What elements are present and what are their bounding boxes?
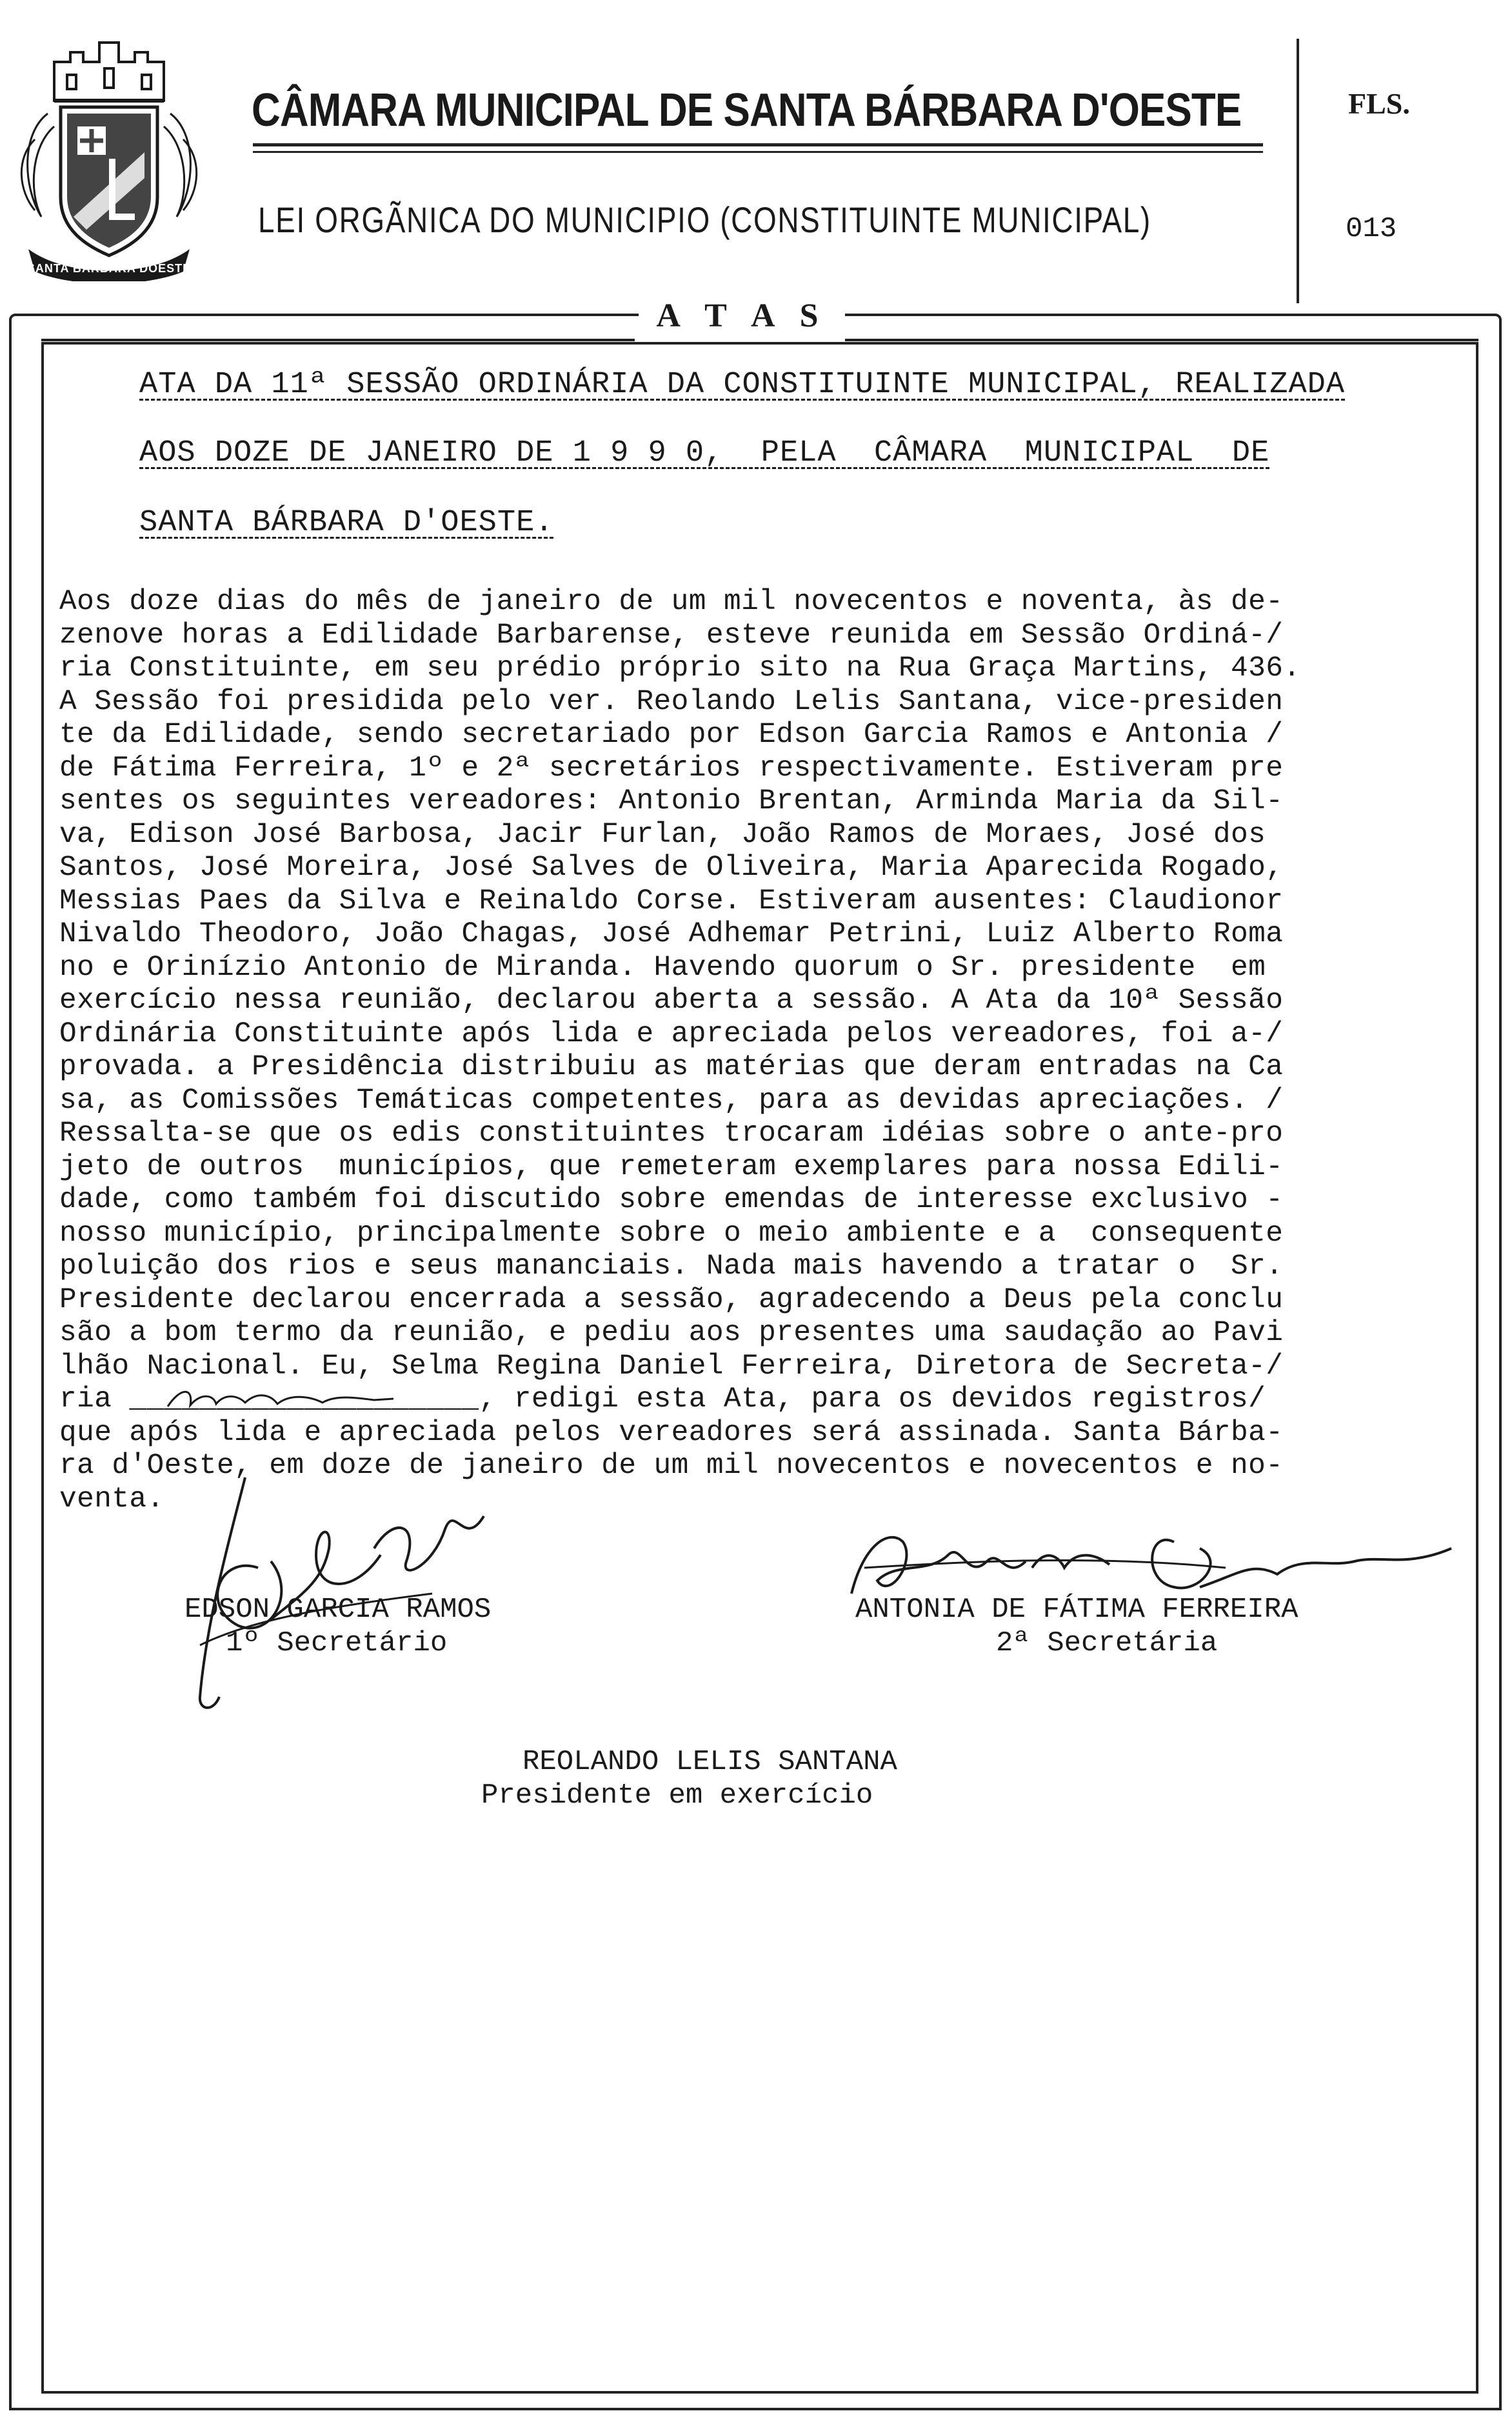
- title-underline-secondary: [253, 151, 1263, 153]
- signer-right-role: 2ª Secretária: [996, 1627, 1218, 1659]
- body-line: nosso município, principalmente sobre o meio ambiente e a consequente: [59, 1217, 1284, 1250]
- body-line: va, Edison José Barbosa, Jacir Furlan, João Ramos de Moraes, José dos: [59, 818, 1266, 851]
- body-line: lhão Nacional. Eu, Selma Regina Daniel Ferreira, Diretora de Secreta-/: [59, 1350, 1284, 1383]
- body-line: dade, como também foi discutido sobre emendas de interesse exclusivo -: [59, 1184, 1284, 1216]
- heading-rule-left: [41, 339, 635, 341]
- municipal-coat-of-arms-icon: [15, 23, 203, 281]
- body-line: Messias Paes da Silva e Reinaldo Corse. Estiveram ausentes: Claudionor: [59, 885, 1284, 917]
- body-line: exercício nessa reunião, declarou aberta a sessão. A Ata da 10ª Sessão: [59, 985, 1284, 1017]
- body-line: provada. a Presidência distribuiu as matérias que deram entradas na Ca: [59, 1051, 1284, 1083]
- body-line: ria Constituinte, em seu prédio próprio sito na Rua Graça Martins, 436.: [59, 652, 1301, 685]
- signer-left-role: 1º Secretário: [226, 1627, 448, 1659]
- inline-signature: [161, 1381, 406, 1419]
- body-line: Ressalta-se que os edis constituintes trocaram idéias sobre o ante-pro: [59, 1117, 1284, 1150]
- body-line: sa, as Comissões Temáticas competentes, para as devidas apreciações. /: [59, 1084, 1284, 1117]
- body-line: A Sessão foi presidida pelo ver. Reolando Lelis Santana, vice-presiden: [59, 685, 1284, 718]
- body-line: poluição dos rios e seus mananciais. Nada mais havendo a tratar o Sr.: [59, 1250, 1284, 1283]
- body-line: que após lida e apreciada pelos vereadores será assinada. Santa Bárba-: [59, 1416, 1284, 1449]
- body-line: de Fátima Ferreira, 1º e 2ª secretários respectivamente. Estiveram pre: [59, 752, 1284, 785]
- body-line: Aos doze dias do mês de janeiro de um mil novecentos e noventa, às de-: [59, 586, 1284, 618]
- body-line: ria ____________________, redigi esta Ata, para os devidos registros/: [59, 1383, 1266, 1416]
- body-line: Nivaldo Theodoro, João Chagas, José Adhemar Petrini, Luiz Alberto Roma: [59, 918, 1284, 950]
- body-line: Presidente declarou encerrada a sessão, agradecendo a Deus pela conclu: [59, 1283, 1284, 1316]
- fls-label: FLS.: [1348, 87, 1410, 120]
- title-underline: [253, 143, 1263, 146]
- org-name: CÂMARA MUNICIPAL DE SANTA BÁRBARA D'OESTE: [252, 85, 1242, 136]
- signer-left-name: EDSON GARCIA RAMOS: [184, 1594, 492, 1626]
- crest-ribbon-text: SANTA BARBARA DOESTE: [26, 262, 192, 275]
- minutes-heading-line-3: SANTA BÁRBARA D'OESTE.: [139, 506, 554, 540]
- minutes-body: [59, 586, 1466, 1516]
- document-subtitle: LEI ORGÃNICA DO MUNICIPIO (CONSTITUINTE MUNICIPAL): [258, 199, 1151, 240]
- page-number: 013: [1346, 213, 1397, 245]
- heading-rule-right: [845, 339, 1478, 341]
- section-heading: A T A S: [639, 297, 845, 335]
- body-line: Ordinária Constituinte após lida e apreciada pelos vereadores, foi a-/: [59, 1017, 1284, 1050]
- body-line: no e Orinízio Antonio de Miranda. Havendo quorum o Sr. presidente em: [59, 951, 1266, 984]
- left-signature: [161, 1452, 497, 1723]
- minutes-heading-line-1: ATA DA 11ª SESSÃO ORDINÁRIA DA CONSTITUINTE MUNICIPAL, REALIZADA: [139, 368, 1346, 402]
- signer-center-role: Presidente em exercício: [481, 1779, 873, 1812]
- body-line: zenove horas a Edilidade Barbarense, esteve reunida em Sessão Ordiná-/: [59, 619, 1284, 652]
- body-line: venta.: [59, 1483, 164, 1516]
- body-line: ra d'Oeste, em doze de janeiro de um mil novecentos e novecentos e no-: [59, 1450, 1284, 1482]
- body-line: Santos, José Moreira, José Salves de Oliveira, Maria Aparecida Rogado,: [59, 852, 1284, 884]
- body-line: são a bom termo da reunião, e pediu aos presentes uma saudação ao Pavi: [59, 1317, 1284, 1349]
- signer-center-name: REOLANDO LELIS SANTANA: [522, 1746, 897, 1778]
- header-divider: [1297, 39, 1299, 303]
- body-line: sentes os seguintes vereadores: Antonio Brentan, Arminda Maria da Sil-: [59, 785, 1284, 817]
- signer-right-name: ANTONIA DE FÁTIMA FERREIRA: [855, 1594, 1298, 1626]
- body-line: te da Edilidade, sendo secretariado por Edson Garcia Ramos e Antonia /: [59, 719, 1284, 751]
- body-line: jeto de outros municípios, que remeteram exemplares para nossa Edili-: [59, 1150, 1284, 1183]
- minutes-heading-line-2: AOS DOZE DE JANEIRO DE 1 9 9 0, PELA CÂMARA MUNICIPAL DE: [139, 436, 1270, 470]
